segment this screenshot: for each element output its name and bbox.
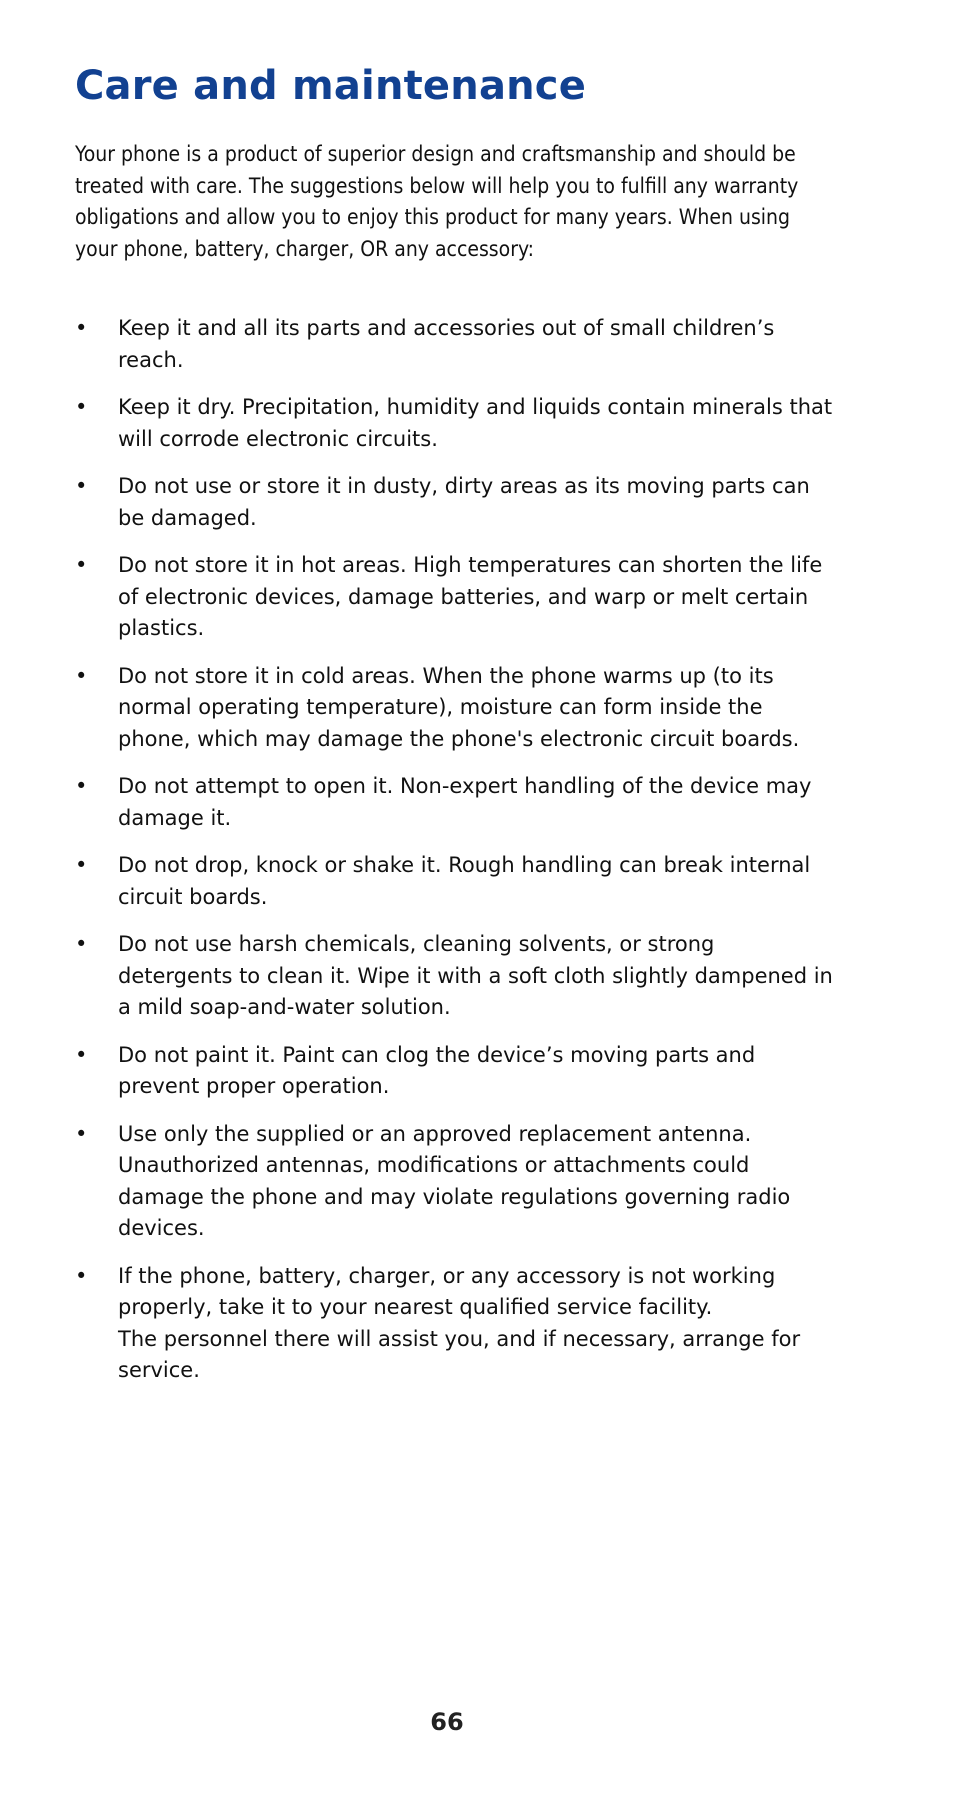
list-item: [75, 850, 835, 913]
intro-paragraph: Your phone is a product of superior design and craftsmanship and should be treated with care. The suggestions below will help you to fulfill any warranty obligations and allow you to enjoy this product for many years. When using your phone, battery, charger, OR any accessory:: [75, 142, 799, 261]
list-item: [75, 929, 835, 1024]
list-item: [75, 771, 835, 834]
bullet-icon: •: [75, 932, 88, 956]
bullet-icon: •: [75, 395, 88, 419]
list-item-text: Do not store it in cold areas. When the phone warms up (to its normal operating temperature), moisture can form inside the phone, which may damage the phone's electronic circuit boards.: [118, 663, 800, 751]
list-item-text: Keep it and all its parts and accessories out of small children’s reach.: [118, 316, 775, 372]
page-number: 66: [430, 1708, 464, 1736]
list-item: [75, 1119, 835, 1245]
bullet-icon: •: [75, 474, 88, 498]
list-item-text: Do not paint it. Paint can clog the device’s moving parts and prevent proper operation.: [118, 1042, 756, 1098]
bullet-icon: •: [75, 1121, 88, 1146]
list-item: [75, 392, 835, 455]
list-item: [75, 550, 835, 645]
list-item: [75, 1261, 835, 1387]
list-item-text: Do not use harsh chemicals, cleaning solvents, or strong detergents to clean it. Wipe it with a soft cloth slightly dampened in a mild soap-and-water solution.: [118, 932, 833, 1019]
list-item-text: Use only the supplied or an approved replacement antenna. Unauthorized antennas, modifications or attachments could damage the phone and may violate regulations governing radio devices.: [118, 1121, 791, 1240]
bullet-icon: •: [75, 663, 88, 688]
list-item-text: Keep it dry. Precipitation, humidity and liquids contain minerals that will corrode electronic circuits.: [118, 395, 833, 451]
list-item: [75, 661, 835, 756]
bullet-icon: •: [75, 553, 88, 577]
bullet-icon: •: [75, 1042, 88, 1067]
list-item-text: Do not use or store it in dusty, dirty areas as its moving parts can be damaged.: [118, 474, 810, 530]
bullet-icon: •: [75, 316, 88, 340]
care-bullet-list: [75, 313, 835, 1403]
list-item-text: If the phone, battery, charger, or any accessory is not working properly, take it to your nearest qualified service facility. The personnel there will assist you, and if necessary, arrange for service.: [118, 1263, 801, 1382]
list-item-text: Do not drop, knock or shake it. Rough handling can break internal circuit boards.: [118, 853, 811, 909]
list-item: [75, 1040, 835, 1103]
bullet-icon: •: [75, 853, 88, 877]
list-item-text: Do not attempt to open it. Non-expert handling of the device may damage it.: [118, 774, 812, 830]
list-item: [75, 471, 835, 534]
list-item: [75, 313, 835, 376]
bullet-icon: •: [75, 774, 88, 798]
list-item-text: Do not store it in hot areas. High temperatures can shorten the life of electronic devices, damage batteries, and warp or melt certain plastics.: [118, 553, 823, 640]
bullet-icon: •: [75, 1263, 88, 1288]
page-title: Care and maintenance: [75, 63, 587, 109]
